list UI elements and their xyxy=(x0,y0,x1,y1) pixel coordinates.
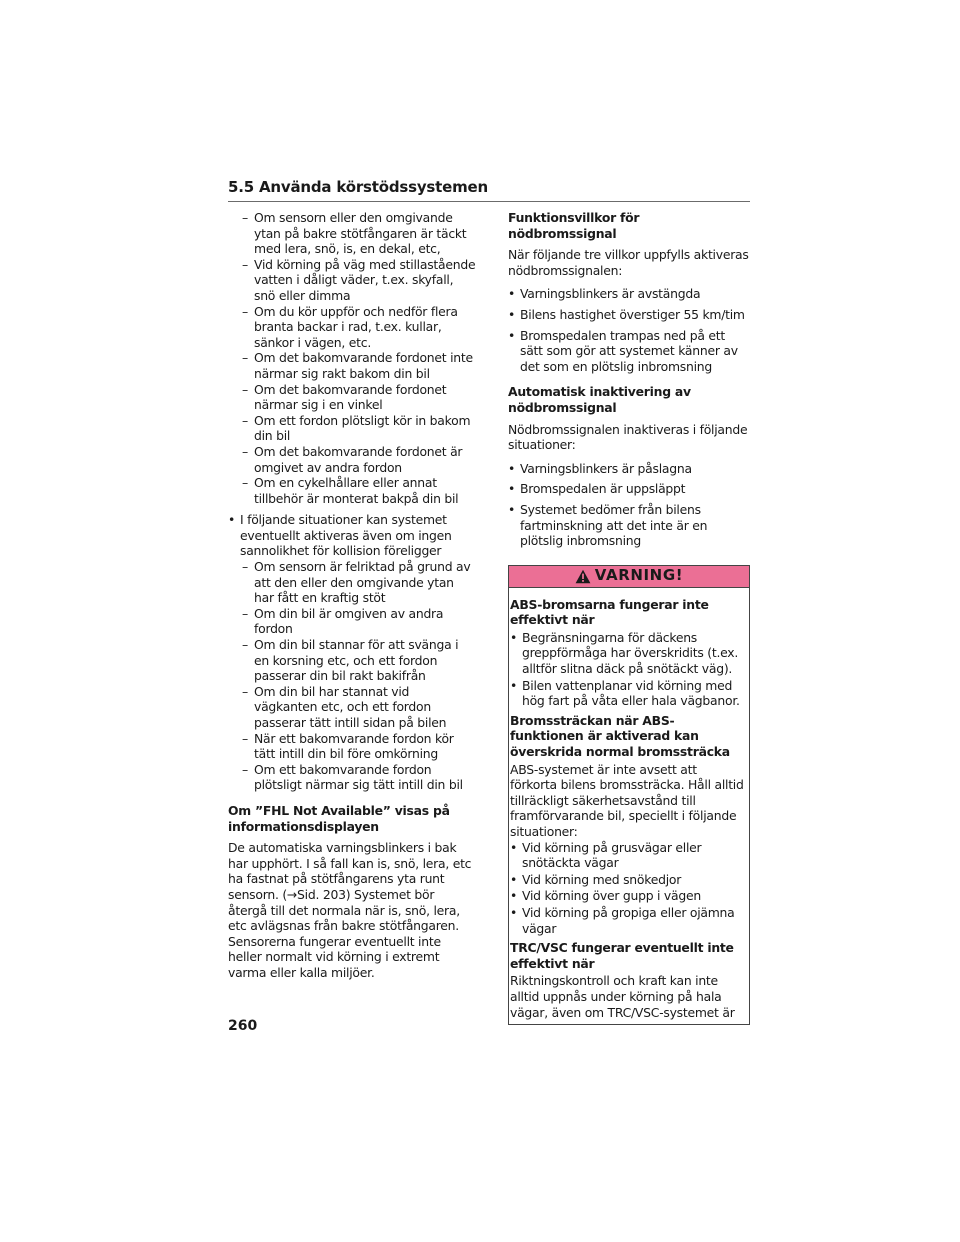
bullet-item: • Varningsblinkers är avstängda xyxy=(508,286,750,302)
bullet-item: • Vid körning på gropiga eller ojämna vägar xyxy=(510,905,746,936)
fhl-paragraph: De automatiska varningsblinkers i bak har upphört. I så fall kan is, snö, lera, etc ha fastnat på stötfångarens yta runt sensorn. (→Sid. 203) Systemet bör återgå till det normala när is, snö, lera, etc avlägsnas från bakre stötfångaren. Sensorerna fungerar eventuellt inte heller normalt vid körning i extremt varma eller kalla miljöer. xyxy=(228,840,472,980)
bullet-item: • Begränsningarna för däckens greppförmåga har överskridits (t.ex. alltför slitna däck på snötäckt väg). xyxy=(510,630,746,677)
dash-item: – Om sensorn eller den omgivande ytan på bakre stötfångaren är täckt med lera, snö, is, en dekal, etc, xyxy=(228,210,476,257)
bullet-item: • Systemet bedömer från bilens fartminskning att det inte är en plötslig inbromsning xyxy=(508,502,750,549)
dash-item: – När ett bakomvarande fordon kör tätt intill din bil före omkörning xyxy=(228,731,476,762)
bullet-item: • Bromspedalen är uppsläppt xyxy=(508,481,750,497)
dash-item: – Om din bil har stannat vid vägkanten etc, och ett fordon passerar tätt intill sidan på bilen xyxy=(228,684,476,731)
bullet-item: • Bilens hastighet överstiger 55 km/tim xyxy=(508,307,750,323)
fhl-heading: Om ”FHL Not Available” visas på informationsdisplayen xyxy=(228,802,450,834)
dash-item: – Om det bakomvarande fordonet närmar sig i en vinkel xyxy=(228,382,476,413)
page-number: 260 xyxy=(228,1018,258,1034)
warning-title: VARNING! xyxy=(594,566,684,585)
dash-item: – Om en cykelhållare eller annat tillbehör är monterat bakpå din bil xyxy=(228,475,476,506)
dash-item: – Om det bakomvarande fordonet är omgivet av andra fordon xyxy=(228,444,476,475)
emergency-signal-paragraph: När följande tre villkor uppfylls aktiveras nödbromssignalen: xyxy=(508,247,749,278)
braking-distance-paragraph: ABS-systemet är inte avsett att förkorta bilens bromssträcka. Håll alltid tillräckligt säkerhetsavstånd till framförvarande bil, speciellt i följande situationer: xyxy=(510,761,744,839)
braking-distance-heading: Bromssträckan när ABS-funktionen är aktiverad kan överskrida normal bromssträcka xyxy=(510,712,730,760)
deactivation-heading: Automatisk inaktivering av nödbromssignal xyxy=(508,384,691,415)
bullet-item: • Vid körning över gupp i vägen xyxy=(510,888,746,904)
bullet-item: • Vid körning på grusvägar eller snötäckta vägar xyxy=(510,840,746,871)
dash-item: – Om din bil stannar för att svänga i en korsning etc, och ett fordon passerar din bil rakt bakifrån xyxy=(228,637,476,684)
dash-item: – Om din bil är omgiven av andra fordon xyxy=(228,606,476,637)
bullet-item: • Varningsblinkers är påslagna xyxy=(508,461,750,477)
dash-item: – Om ett fordon plötsligt kör in bakom din bil xyxy=(228,413,476,444)
trc-vsc-heading: TRC/VSC fungerar eventuellt inte effektivt när xyxy=(510,940,734,971)
section-title: 5.5 Använda körstödssystemen xyxy=(228,178,488,196)
bullet-text: • I följande situationer kan systemet eventuellt aktiveras även om ingen sannolikhet för kollision föreligger xyxy=(240,512,452,559)
trc-vsc-paragraph: Riktningskontroll och kraft kan inte alltid uppnås under körning på hala vägar, även om TRC/VSC-systemet är xyxy=(510,973,735,1020)
bullet-item: • Bromspedalen trampas ned på ett sätt som gör att systemet känner av det som en plötslig inbromsning xyxy=(508,328,750,375)
warning-triangle-icon xyxy=(575,569,591,584)
right-column xyxy=(508,210,750,1025)
warning-box xyxy=(508,565,750,1025)
dash-item: – Om du kör uppför och nedför flera branta backar i rad, t.ex. kullar, sänkor i vägen, etc. xyxy=(228,304,476,351)
dash-item: – Vid körning på väg med stillastående vatten i dåligt väder, t.ex. skyfall, snö eller dimma xyxy=(228,257,476,304)
bullet-item: • Vid körning med snökedjor xyxy=(510,872,746,888)
dash-list-top xyxy=(228,210,476,506)
abs-heading: ABS-bromsarna fungerar inte effektivt när xyxy=(510,596,709,628)
section-header xyxy=(228,178,750,202)
bullet-item: • Bilen vattenplanar vid körning med hög fart på våta eller hala vägbanor. xyxy=(510,678,746,709)
dash-item: – Om det bakomvarande fordonet inte närmar sig rakt bakom din bil xyxy=(228,350,476,381)
warning-header xyxy=(509,566,749,588)
left-column xyxy=(228,210,476,987)
dash-item: – Om sensorn är felriktad på grund av att den eller den omgivande ytan har fått en kraftig stöt xyxy=(228,559,476,606)
deactivation-paragraph: Nödbromssignalen inaktiveras i följande situationer: xyxy=(508,421,748,453)
dash-item: – Om ett bakomvarande fordon plötsligt närmar sig tätt intill din bil xyxy=(228,762,476,793)
header-divider xyxy=(228,201,750,202)
emergency-signal-heading: Funktionsvillkor för nödbromssignal xyxy=(508,210,640,241)
warning-body xyxy=(509,588,749,1024)
bullet-item xyxy=(228,512,476,793)
